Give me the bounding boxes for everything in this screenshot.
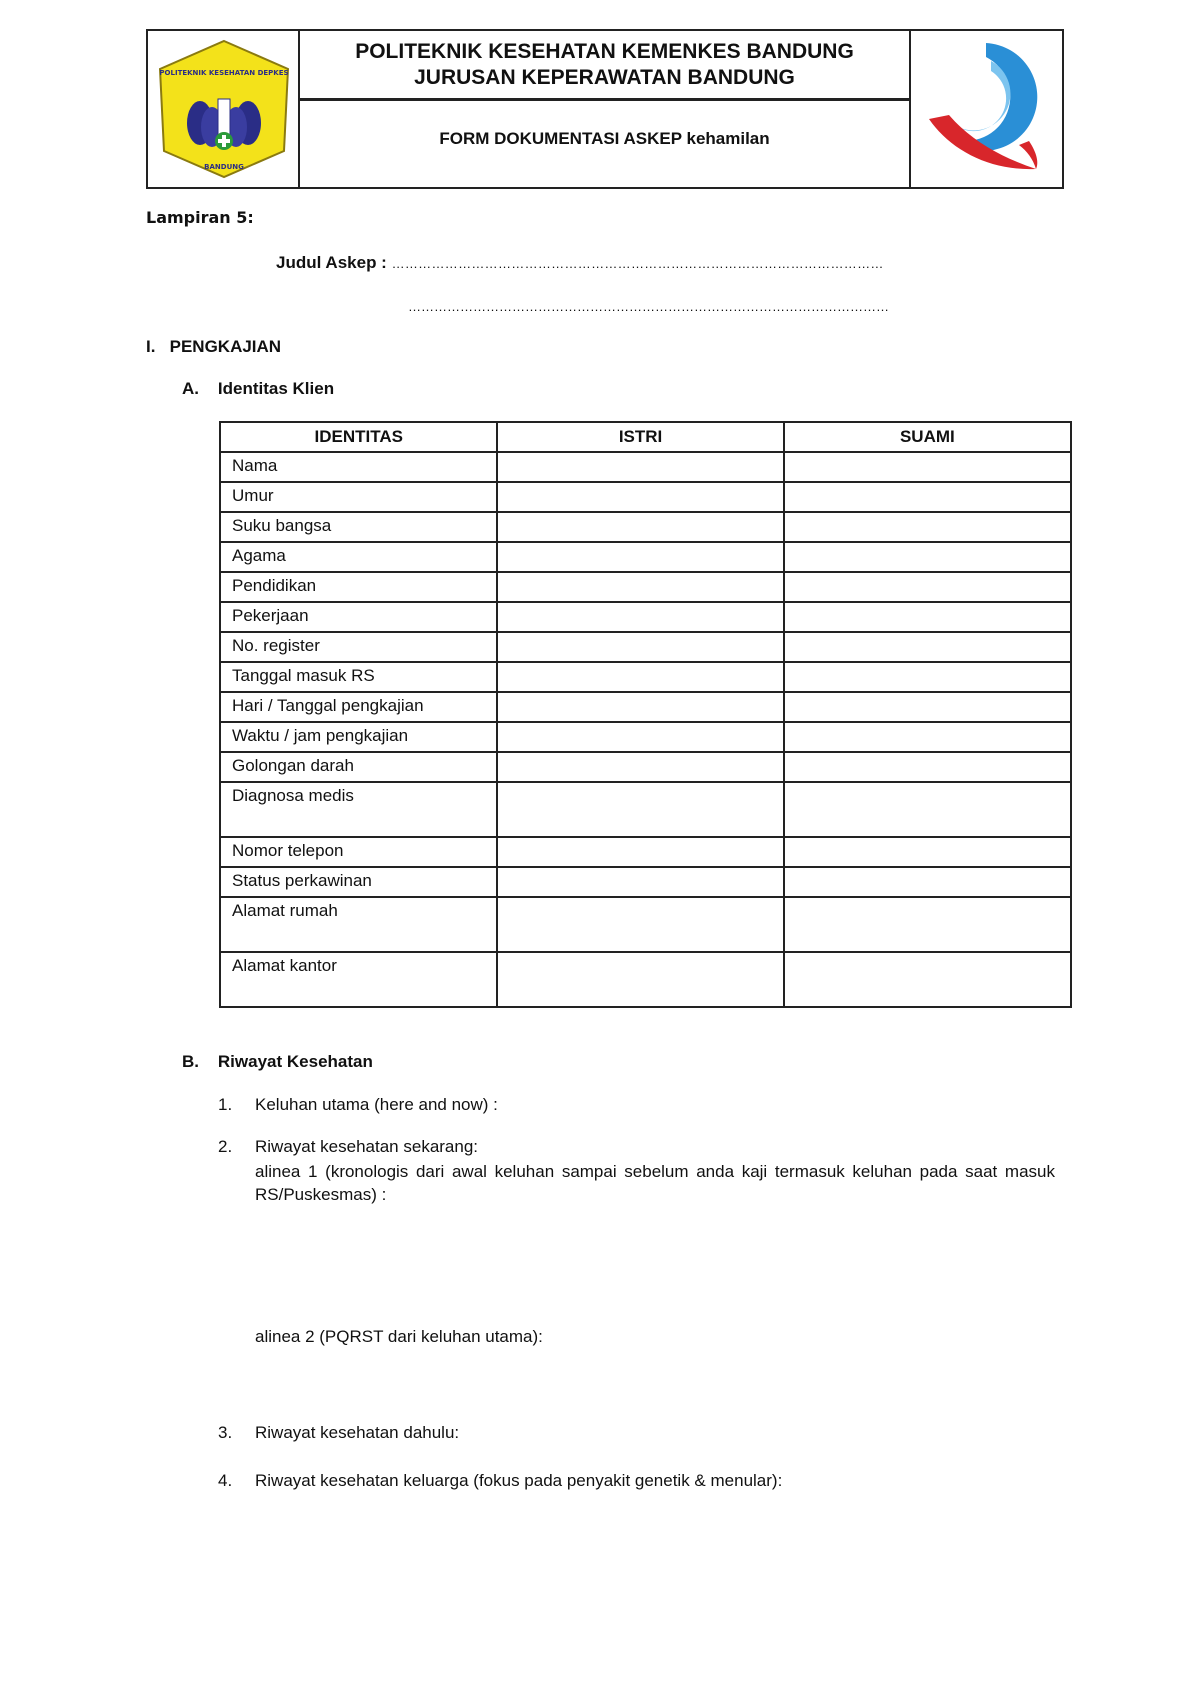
lampiran-label: Lampiran 5: xyxy=(146,208,254,227)
suami-cell[interactable] xyxy=(784,692,1071,722)
header-title-cell xyxy=(300,31,909,187)
subsection-identitas xyxy=(182,379,334,399)
item-number: 1. xyxy=(218,1095,233,1114)
suami-cell[interactable] xyxy=(784,572,1071,602)
judul-dots-line-1[interactable]: ………………………………………………………………………………………………… xyxy=(391,256,884,271)
table-row xyxy=(220,722,1071,752)
row-label: Diagnosa medis xyxy=(220,782,497,837)
item-keluhan-utama: Keluhan utama (here and now) : xyxy=(255,1095,498,1114)
istri-cell[interactable] xyxy=(497,602,783,632)
istri-cell[interactable] xyxy=(497,752,783,782)
istri-cell[interactable] xyxy=(497,662,783,692)
header-istri: ISTRI xyxy=(497,422,783,452)
row-label: Alamat rumah xyxy=(220,897,497,952)
row-label: Alamat kantor xyxy=(220,952,497,1007)
table-row xyxy=(220,572,1071,602)
table-row xyxy=(220,897,1071,952)
judul-label: Judul Askep : xyxy=(276,253,387,272)
row-label: Tanggal masuk RS xyxy=(220,662,497,692)
item-number: 4. xyxy=(218,1471,233,1490)
suami-cell[interactable] xyxy=(784,752,1071,782)
suami-cell[interactable] xyxy=(784,602,1071,632)
suami-cell[interactable] xyxy=(784,632,1071,662)
suami-cell[interactable] xyxy=(784,512,1071,542)
row-label: Golongan darah xyxy=(220,752,497,782)
alinea-1-text: alinea 1 (kronologis dari awal keluhan sampai sebelum anda kaji termasuk keluhan pada saat masuk RS/Puskesmas) : xyxy=(255,1162,1055,1204)
judul-askep xyxy=(276,253,884,273)
row-label: Suku bangsa xyxy=(220,512,497,542)
kemenkes-logo-icon xyxy=(911,31,1061,187)
subsection-riwayat-kesehatan xyxy=(182,1052,373,1072)
section-title: PENGKAJIAN xyxy=(169,337,282,356)
seal-top-text: POLITEKNIK KESEHATAN DEPKES xyxy=(159,69,289,77)
item-riwayat-keluarga: Riwayat kesehatan keluarga (fokus pada penyakit genetik & menular): xyxy=(255,1471,783,1490)
judul-dots-line-2[interactable]: ………………………………………………………………………………………………… xyxy=(408,299,889,314)
row-label: Agama xyxy=(220,542,497,572)
row-label: Hari / Tanggal pengkajian xyxy=(220,692,497,722)
istri-cell[interactable] xyxy=(497,692,783,722)
section-number: I. xyxy=(146,337,156,356)
table-row xyxy=(220,632,1071,662)
right-logo-cell xyxy=(909,31,1062,187)
row-label: Pekerjaan xyxy=(220,602,497,632)
subsection-number: B. xyxy=(182,1052,199,1071)
subsection-title: Riwayat Kesehatan xyxy=(217,1052,373,1071)
table-header-row xyxy=(220,422,1071,452)
istri-cell[interactable] xyxy=(497,722,783,752)
suami-cell[interactable] xyxy=(784,782,1071,837)
suami-cell[interactable] xyxy=(784,542,1071,572)
row-label: Nomor telepon xyxy=(220,837,497,867)
identity-table xyxy=(219,421,1072,1008)
istri-cell[interactable] xyxy=(497,542,783,572)
subsection-number: A. xyxy=(182,379,199,398)
item-riwayat-sekarang: Riwayat kesehatan sekarang: xyxy=(255,1137,479,1156)
table-row xyxy=(220,752,1071,782)
item-riwayat-dahulu: Riwayat kesehatan dahulu: xyxy=(255,1423,460,1442)
poltekkes-emblem-icon xyxy=(148,31,300,187)
suami-cell[interactable] xyxy=(784,482,1071,512)
istri-cell[interactable] xyxy=(497,897,783,952)
header-suami: SUAMI xyxy=(784,422,1071,452)
seal-bottom-text: BANDUNG xyxy=(204,163,244,171)
subsection-title: Identitas Klien xyxy=(217,379,335,398)
istri-cell[interactable] xyxy=(497,452,783,482)
row-label: Waktu / jam pengkajian xyxy=(220,722,497,752)
row-label: No. register xyxy=(220,632,497,662)
header-divider xyxy=(300,98,909,101)
table-row xyxy=(220,952,1071,1007)
header-identitas: IDENTITAS xyxy=(220,422,497,452)
institution-title xyxy=(300,39,909,91)
table-row xyxy=(220,452,1071,482)
table-row xyxy=(220,662,1071,692)
istri-cell[interactable] xyxy=(497,782,783,837)
item-number: 2. xyxy=(218,1137,233,1156)
istri-cell[interactable] xyxy=(497,512,783,542)
istri-cell[interactable] xyxy=(497,632,783,662)
suami-cell[interactable] xyxy=(784,837,1071,867)
suami-cell[interactable] xyxy=(784,952,1071,1007)
left-logo-cell xyxy=(148,31,300,187)
row-label: Nama xyxy=(220,452,497,482)
form-title: FORM DOKUMENTASI ASKEP kehamilan xyxy=(439,129,770,148)
istri-cell[interactable] xyxy=(497,482,783,512)
suami-cell[interactable] xyxy=(784,662,1071,692)
table-row xyxy=(220,542,1071,572)
table-row xyxy=(220,602,1071,632)
istri-cell[interactable] xyxy=(497,867,783,897)
table-row xyxy=(220,867,1071,897)
form-header xyxy=(146,29,1064,189)
alinea-2-text: alinea 2 (PQRST dari keluhan utama): xyxy=(255,1327,543,1346)
institution-name: POLITEKNIK KESEHATAN KEMENKES BANDUNG xyxy=(355,40,854,63)
table-row xyxy=(220,482,1071,512)
row-label: Status perkawinan xyxy=(220,867,497,897)
suami-cell[interactable] xyxy=(784,722,1071,752)
row-label: Pendidikan xyxy=(220,572,497,602)
suami-cell[interactable] xyxy=(784,867,1071,897)
table-row xyxy=(220,692,1071,722)
table-row xyxy=(220,837,1071,867)
department-name: JURUSAN KEPERAWATAN BANDUNG xyxy=(414,66,795,89)
table-row xyxy=(220,782,1071,837)
suami-cell[interactable] xyxy=(784,897,1071,952)
item-number: 3. xyxy=(218,1423,233,1442)
istri-cell[interactable] xyxy=(497,837,783,867)
table-row xyxy=(220,512,1071,542)
section-pengkajian xyxy=(146,337,281,357)
row-label: Umur xyxy=(220,482,497,512)
istri-cell[interactable] xyxy=(497,572,783,602)
suami-cell[interactable] xyxy=(784,452,1071,482)
istri-cell[interactable] xyxy=(497,952,783,1007)
